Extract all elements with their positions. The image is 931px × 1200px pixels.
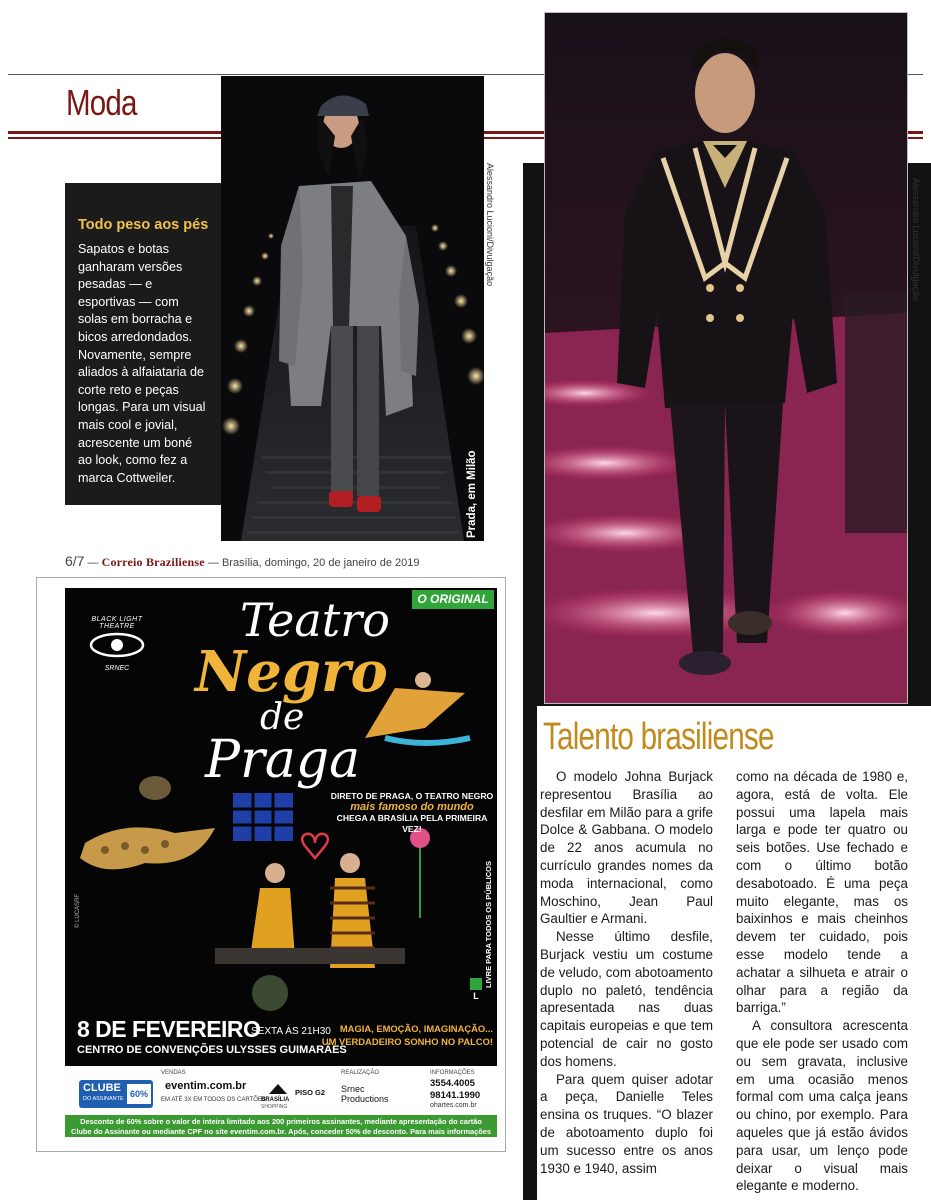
ad-title-line-1: Teatro	[240, 593, 390, 647]
ad-date: 8 DE FEVEREIRO	[77, 1016, 261, 1042]
ad-title-line-4: Praga	[205, 730, 361, 790]
page-folio	[65, 553, 419, 570]
phone-2: 98141.1990	[430, 1090, 481, 1101]
folio-dash: —	[87, 557, 99, 569]
ad-logo-top: BLACK LIGHT THEATRE	[91, 616, 143, 630]
ad-rating: L	[473, 991, 479, 1001]
article-paragraph: Para quem quiser adotar a peça, Danielle Teles ensina os truques. “O blazer de abotoamento duplo foi um sucesso entre os anos 1930 e 1940, assim	[540, 1071, 713, 1176]
building-icon	[267, 1082, 289, 1096]
ad-subtitle	[327, 791, 497, 835]
window-icon	[233, 793, 293, 841]
ad-title-line-3: de	[260, 697, 305, 738]
runway-model-illustration	[221, 76, 484, 541]
photo1-credit: Alessandro Lucioni/Divulgação	[485, 163, 495, 287]
photo-dolce-gabbana-model	[544, 12, 908, 704]
ad-venue: CENTRO DE CONVENÇÕES ULYSSES GUIMARÃES	[77, 1044, 347, 1056]
ad-time: SEXTA ÀS 21H30	[251, 1026, 331, 1037]
ad-sub-2: mais famoso do mundo	[350, 801, 474, 813]
club-logo	[79, 1080, 153, 1108]
realizacao-label: REALIZAÇÃO	[341, 1070, 380, 1076]
photo1-caption: Prada, em Milão	[466, 450, 478, 538]
info-label: INFORMAÇÕES	[430, 1070, 475, 1076]
info-site-link[interactable]: ohartes.com.br	[430, 1102, 477, 1109]
sidebar-box	[65, 183, 221, 505]
ad-title-line-2: Negro	[195, 639, 388, 705]
club-discount: 60%	[127, 1084, 151, 1104]
dark-strip	[523, 706, 537, 1200]
ad-tagline	[321, 1022, 493, 1048]
venue-logo: BRASÍLIA	[261, 1097, 290, 1103]
advertisement-teatro-negro[interactable]	[65, 588, 497, 1137]
sales-site-link[interactable]: eventim.com.br	[165, 1080, 247, 1092]
article-column-2	[736, 768, 908, 1195]
ad-logo-blacklight	[77, 616, 157, 672]
section-title: Moda	[66, 82, 137, 123]
photo2-credit: Alessandro Lucioni/Divulgação	[911, 178, 921, 302]
article-paragraph: A consultora acrescenta que ele pode ser usado com ou sem gravata, inclusive em uma ocasião menos formal com uma calça jeans ou chino, por exemplo. Para aqueles que já estão ávidos para usar, um lenço pode deixar o visual mais elegante e moderno.	[736, 1018, 908, 1194]
photo-prada-runway	[221, 76, 484, 541]
club-name: CLUBE	[83, 1082, 121, 1094]
velvet-suit-model-illustration	[545, 13, 907, 703]
newspaper-name: Correio Braziliense	[101, 555, 205, 569]
ad-side-text: LIVRE PARA TODOS OS PÚBLICOS	[484, 861, 493, 988]
ad-footer-disclaimer: Desconto de 60% sobre o valor de inteira limitado aos 200 primeiros assinantes, mediante apresentação do cartão Clube do Assinante ou mediante CPF no site eventim.com.br. Após, conceder 50% de desconto. Para mais informações acesse: correiobraziliense.com.br/clubedoassinante.	[65, 1115, 497, 1137]
ad-sub-1: DIRETO DE PRAGA, O TEATRO NEGRO	[330, 791, 494, 801]
ad-tagline-2: UM VERDADEIRO SONHO NO PALCO!	[321, 1036, 493, 1047]
publication-date: Brasília, domingo, 20 de janeiro de 2019	[221, 557, 420, 569]
club-sub: DO ASSINANTE	[83, 1096, 124, 1102]
ad-photo-credit: © LUCASRF	[75, 893, 81, 928]
ad-info-strip	[65, 1066, 497, 1115]
article-paragraph: Nesse último desfile, Burjack vestiu um costume de veludo, com abotoamento duplo no paletó, tendência apresentada nas duas capitais europeias e que tem potencial de cair no gosto dos homens.	[540, 929, 713, 1069]
ad-tag-badge: O ORIGINAL	[412, 590, 494, 609]
ad-sub-3: CHEGA A BRASÍLIA PELA PRIMEIRA VEZ!	[336, 813, 488, 834]
ad-logo-bottom: SRNEC	[104, 665, 130, 672]
brasilia-shopping-logo	[267, 1082, 289, 1098]
sidebar-body: Sapatos e botas ganharam versões pesadas — e esportivas — com solas em borracha e bicos arredondados. Novamente, sempre aliados à alfaiataria de corte reto e peças longas. Para um visual mais cool e jovial, acrescente um boné ao look, como fez a marca Cottweiler.	[78, 242, 206, 485]
sales-label: VENDAS	[161, 1070, 186, 1076]
sales-note: EM ATÉ 3X EM TODOS OS CARTÕES	[161, 1097, 266, 1103]
eye-icon	[87, 630, 147, 660]
venue-logo-sub: SHOPPING	[261, 1104, 288, 1110]
page-numbers: 6/7	[65, 553, 85, 569]
article-column-1	[540, 768, 713, 1177]
phone-1: 3554.4005	[430, 1078, 475, 1089]
piso-label: PISO G2	[295, 1088, 326, 1097]
article-paragraph: O modelo Johna Burjack representou Brasília ao desfilar em Milão para a grife Dolce & Gabbana. O modelo de 22 anos acumula no currículo grandes nomes da moda internacional, como Moschino, Jean Paul Gaultier e Armani.	[540, 769, 713, 927]
article-title: Talento brasiliense	[543, 716, 774, 758]
folio-dash-2: —	[207, 557, 219, 569]
sidebar-title: Todo peso aos pés	[78, 217, 209, 233]
ad-tagline-1: MAGIA, EMOÇÃO, IMAGINAÇÃO...	[339, 1023, 493, 1034]
article-paragraph-continued: como na década de 1980 e, agora, está de volta. Ele possui uma lapela mais larga e pode ter quatro ou seis botões. Use fechado e com o último botão desabotoado. É uma peça muito elegante, mas os baixinhos e mais cheinhos devem ter cuidado, pois esse modelo tende a achatar a silhueta e atrair o olhar para a região da barriga.”	[736, 769, 908, 1016]
producer-logo: Srnec Productions	[341, 1084, 389, 1104]
